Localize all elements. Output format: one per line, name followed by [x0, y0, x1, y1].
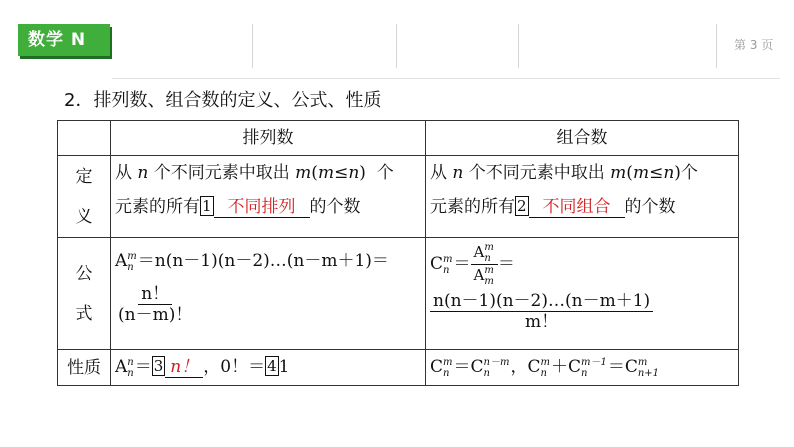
table-header-row — [58, 121, 739, 156]
comb-formula-line: C m n ＝ A m n A m m ＝ — [430, 242, 515, 287]
answer-blank-1: 不同排列 — [214, 197, 310, 218]
corner-cell — [58, 121, 111, 156]
page-number: 第 3 页 — [734, 38, 774, 52]
perm-formula-line: A m n ＝n(n－1)(n－2)…(n－m＋1)＝ — [115, 250, 389, 273]
blank-number-4: 4 — [267, 357, 277, 375]
comb-formula-cell — [426, 238, 739, 350]
header-divider — [252, 24, 253, 68]
comb-definition-line-2: 元素的所有 2 不同组合 的个数 — [430, 197, 676, 217]
perm-formula-cell — [111, 238, 426, 350]
subject-badge: 数学 N — [18, 24, 110, 56]
row-label-property: 性质 — [58, 350, 111, 386]
blank-number-1: 1 — [202, 197, 212, 215]
header-divider — [518, 24, 519, 68]
perm-property-cell: A n n ＝ 3 n！ ，0！＝ 4 1 — [111, 350, 426, 386]
perm-definition-line-1: 从 n 个不同元素中取出 m(m≤n) 个 — [115, 163, 394, 183]
section-title: 2．排列数、组合数的定义、公式、性质 — [64, 90, 382, 111]
comb-formula-fraction: $\frac{n(n-1)(n-2)\dots(n-m+1)}{m!}$ — [430, 287, 734, 332]
answer-blank-3: n！ — [165, 357, 203, 378]
comb-definition-line-1: 从 n 个不同元素中取出 m(m≤n)个 — [430, 163, 698, 183]
perm-definition-line-2: 元素的所有 1 不同排列 的个数 — [115, 197, 361, 217]
table-row-definition — [58, 156, 739, 238]
comb-property-cell: C m n ＝C n－m n ，C m n ＋C m－1 n ＝C m n+1 — [426, 350, 739, 386]
answer-blank-2: 不同组合 — [529, 197, 625, 218]
header-divider — [716, 24, 717, 68]
slide-header — [0, 0, 794, 80]
blank-number-3: 3 — [153, 357, 164, 375]
row-label-formula: 公 式 — [58, 238, 111, 350]
header-rule — [112, 78, 780, 79]
header-divider — [396, 24, 397, 68]
definition-table — [57, 120, 739, 386]
blank-number-2: 2 — [517, 197, 527, 215]
table-row-property — [58, 350, 739, 386]
answer-blank-4: 1 — [278, 357, 290, 377]
row-label-definition: 定 义 — [58, 156, 111, 238]
perm-definition-cell — [111, 156, 426, 238]
perm-formula-fraction: $\frac{n!}{(n-m)!}$ — [118, 284, 193, 325]
column-header-combination: 组合数 — [426, 121, 739, 156]
table-row-formula — [58, 238, 739, 350]
comb-definition-cell — [426, 156, 739, 238]
column-header-permutation: 排列数 — [111, 121, 426, 156]
